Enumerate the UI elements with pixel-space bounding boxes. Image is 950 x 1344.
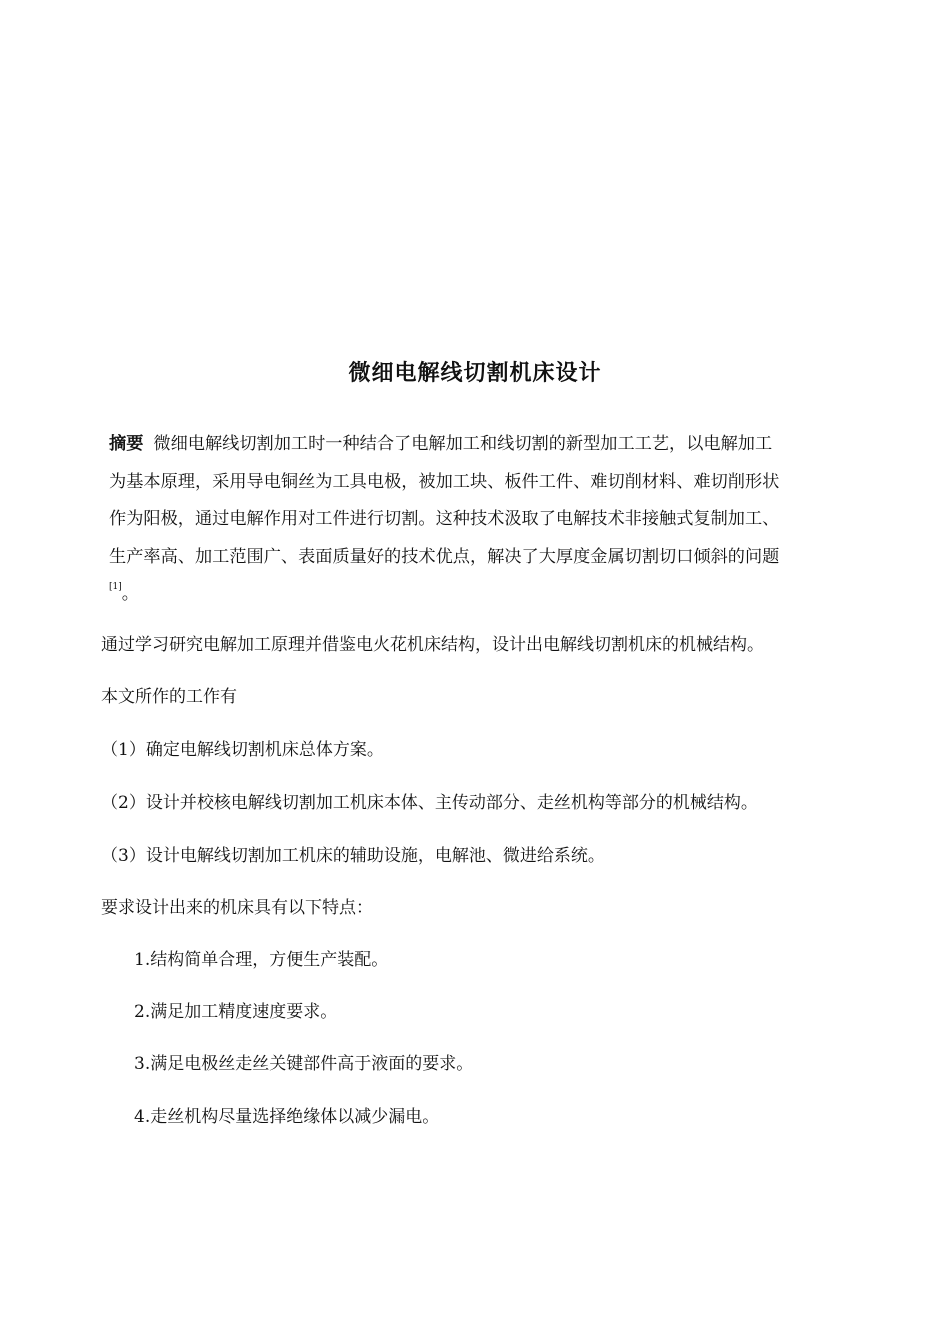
work-item-1: （1）确定电解线切割机床总体方案。 — [101, 740, 384, 760]
citation-marker: [1] — [109, 582, 122, 592]
intro-paragraph: 通过学习研究电解加工原理并借鉴电火花机床结构，设计出电解线切割机床的机械结构。 — [101, 635, 764, 655]
requirements-heading: 要求设计出来的机床具有以下特点： — [101, 898, 373, 918]
abstract-line-4: 生产率高、加工范围广、表面质量好的技术优点，解决了大厚度金属切割切口倾斜的问题 — [109, 546, 780, 567]
abstract-block — [109, 426, 861, 614]
work-item-2: （2）设计并校核电解线切割加工机床本体、主传动部分、走丝机构等部分的机械结构。 — [101, 793, 758, 813]
abstract-text: 微细电解线切割加工时一种结合了电解加工和线切割的新型加工工艺，以电解加工 — [153, 434, 773, 454]
requirement-item-3: 3.满足电极丝走丝关键部件高于液面的要求。 — [134, 1054, 474, 1074]
abstract-line-1 — [109, 426, 861, 464]
requirement-item-1: 1.结构简单合理，方便生产装配。 — [134, 950, 389, 970]
requirement-item-4: 4.走丝机构尽量选择绝缘体以减少漏电。 — [134, 1107, 440, 1127]
work-heading: 本文所作的工作有 — [101, 687, 237, 707]
abstract-line-5 — [109, 576, 861, 614]
work-item-3: （3）设计电解线切割加工机床的辅助设施，电解池、微进给系统。 — [101, 846, 605, 866]
requirement-item-2: 2.满足加工精度速度要求。 — [134, 1002, 338, 1022]
abstract-line-3: 作为阳极，通过电解作用对工件进行切割。这种技术汲取了电解技术非接触式复制加工、 — [109, 509, 780, 529]
abstract-line-2: 为基本原理，采用导电铜丝为工具电极，被加工块、板件工件、难切削材料、难切削形状 — [109, 471, 780, 492]
document-title: 微细电解线切割机床设计 — [348, 361, 602, 386]
abstract-keyword: 摘要 — [109, 434, 144, 454]
abstract-end-mark: 。 — [121, 584, 139, 604]
